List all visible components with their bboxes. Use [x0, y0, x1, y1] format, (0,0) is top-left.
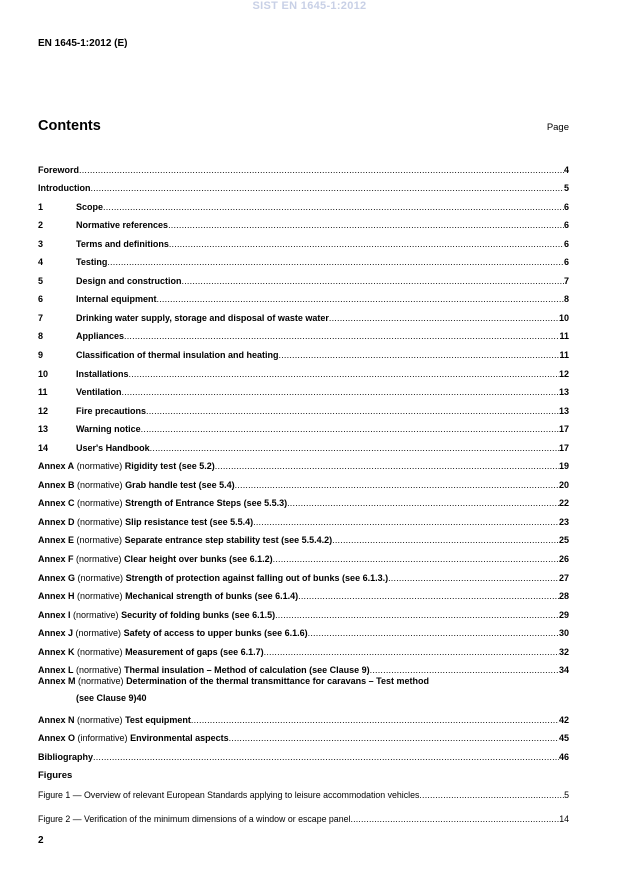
- dot-leader: [273, 554, 559, 564]
- toc-entry[interactable]: [38, 323, 569, 342]
- toc-entry[interactable]: [38, 193, 569, 212]
- toc-entry[interactable]: [38, 341, 569, 360]
- annex-title: Separate entrance step stability test (see 5.5.4.2): [124, 535, 333, 546]
- entry-title: Internal equipment: [76, 294, 157, 305]
- clause-number: 3: [38, 238, 44, 249]
- annex-label: Annex H: [38, 591, 75, 602]
- annex-title: (see Clause 9): [76, 693, 137, 704]
- clause-number: 6: [38, 294, 44, 305]
- clause-number: 12: [38, 405, 49, 416]
- toc-entry[interactable]: [38, 397, 569, 416]
- page-number: 2: [38, 835, 44, 846]
- toc-entry[interactable]: [38, 230, 569, 249]
- annex-category: (informative): [77, 733, 128, 744]
- annex-entry[interactable]: [38, 453, 569, 472]
- toc-entry[interactable]: [38, 156, 569, 175]
- annex-heading: [38, 461, 215, 471]
- entry-title: Foreword: [38, 164, 80, 175]
- dot-leader: [169, 239, 564, 249]
- annex-category: (normative): [76, 535, 123, 546]
- annex-label: Annex L: [38, 665, 74, 676]
- dot-leader: [350, 814, 559, 824]
- entry-title: Terms and definitions: [76, 238, 169, 249]
- annex-heading: [38, 665, 370, 675]
- entry-page: 11: [559, 350, 569, 361]
- dot-leader: [129, 369, 559, 379]
- entry-title: Bibliography: [38, 751, 94, 762]
- toc-entry[interactable]: [38, 175, 569, 194]
- annex-category: (normative): [77, 479, 123, 490]
- entry-title: Fire precautions: [76, 405, 147, 416]
- annex-entry[interactable]: [38, 508, 569, 527]
- toc-entry[interactable]: [38, 304, 569, 323]
- annex-label: Annex N: [38, 714, 75, 725]
- annex-title: Safety of access to upper bunks (see 6.1.6): [123, 628, 308, 639]
- annex-heading: [38, 591, 298, 601]
- table-of-contents: [38, 156, 569, 762]
- dot-leader: [370, 665, 559, 675]
- entry-page: 13: [558, 387, 569, 398]
- annex-label: Annex C: [38, 498, 75, 509]
- annex-title-continuation: [38, 689, 569, 703]
- dot-leader: [235, 480, 559, 490]
- entry-page: 23: [558, 516, 569, 527]
- entry-title: Installations: [76, 368, 129, 379]
- entry-page: 12: [558, 368, 569, 379]
- entry-page: 32: [558, 646, 569, 657]
- toc-entry[interactable]: [38, 212, 569, 231]
- entry-title: Normative references: [76, 220, 169, 231]
- entry-page: 8: [563, 294, 569, 305]
- entry-title: Warning notice: [76, 424, 141, 435]
- annex-label: Annex K: [38, 646, 75, 657]
- clause-number: 5: [38, 275, 44, 286]
- annex-category: (normative): [77, 516, 123, 527]
- figure-page: 5: [564, 790, 569, 800]
- annex-label: Annex I: [38, 609, 71, 620]
- annex-title: Rigidity test (see 5.2): [124, 461, 215, 472]
- dot-leader: [419, 790, 564, 800]
- annex-title: Slip resistance test (see 5.5.4): [125, 516, 254, 527]
- entry-title: Classification of thermal insulation and heating: [76, 350, 279, 361]
- entry-page: 45: [558, 733, 569, 744]
- dot-leader: [103, 202, 564, 212]
- annex-entry[interactable]: [38, 564, 569, 583]
- bibliography-entry[interactable]: [38, 743, 569, 762]
- annex-title: Security of folding bunks (see 6.1.5): [121, 609, 276, 620]
- dot-leader: [141, 424, 559, 434]
- entry-title: Testing: [76, 257, 108, 268]
- dot-leader: [168, 220, 564, 230]
- annex-label: Annex M: [38, 676, 76, 687]
- annex-entry[interactable]: [38, 527, 569, 546]
- annex-heading: [38, 480, 235, 490]
- annex-entry[interactable]: [38, 471, 569, 490]
- annex-heading: [38, 498, 287, 508]
- entry-page: 34: [558, 665, 569, 676]
- dot-leader: [308, 628, 559, 638]
- contents-title: Contents: [38, 118, 101, 134]
- annex-title: Thermal insulation – Method of calculation (see Clause 9): [124, 665, 370, 676]
- entry-page: 27: [558, 572, 569, 583]
- entry-title: Design and construction: [76, 275, 182, 286]
- entry-page: 19: [558, 461, 569, 472]
- annex-category: (normative): [77, 646, 123, 657]
- annex-title: Mechanical strength of bunks (see 6.1.4): [125, 591, 299, 602]
- annex-title: Measurement of gaps (see 6.1.7): [125, 646, 264, 657]
- entry-page: 17: [558, 424, 569, 435]
- figure-title: Figure 2 — Verification of the minimum dimensions of a window or escape panel: [38, 814, 351, 824]
- annex-category: (normative): [75, 628, 122, 639]
- annex-heading: [38, 573, 388, 583]
- entry-page: 40: [136, 693, 147, 704]
- figures-heading: Figures: [38, 770, 73, 781]
- annex-entry[interactable]: [38, 638, 569, 657]
- entry-title: Drinking water supply, storage and disposal of waste water: [76, 312, 329, 323]
- entry-title: Introduction: [38, 183, 91, 194]
- annex-entry[interactable]: [38, 676, 569, 703]
- dot-leader: [279, 350, 560, 360]
- toc-entry[interactable]: [38, 416, 569, 435]
- annex-heading: [38, 628, 308, 638]
- dot-leader: [275, 610, 559, 620]
- dot-leader: [122, 387, 559, 397]
- clause-number: 1: [38, 201, 44, 212]
- dot-leader: [150, 443, 559, 453]
- clause-number: 14: [38, 442, 49, 453]
- clause-number: 10: [38, 368, 49, 379]
- dot-leader: [124, 331, 559, 341]
- watermark: SIST EN 1645-1:2012: [252, 0, 367, 12]
- clause-number: 11: [38, 387, 48, 398]
- entry-page: 29: [558, 609, 569, 620]
- entry-page: 7: [563, 275, 569, 286]
- dot-leader: [264, 647, 559, 657]
- annex-label: Annex G: [38, 572, 76, 583]
- page-column-label: Page: [546, 122, 569, 133]
- entry-page: 13: [558, 405, 569, 416]
- entry-page: 26: [558, 554, 569, 565]
- annex-title: Clear height over bunks (see 6.1.2): [124, 554, 273, 565]
- annex-entry[interactable]: [38, 620, 569, 639]
- annex-category: (normative): [78, 676, 124, 687]
- figure-title: Figure 1 — Overview of relevant European Standards applying to leisure accommodation vehicles: [38, 790, 420, 800]
- entry-title: Ventilation: [76, 387, 122, 398]
- annex-entry[interactable]: [38, 601, 569, 620]
- toc-entry[interactable]: [38, 434, 569, 453]
- dot-leader: [93, 752, 559, 762]
- dot-leader: [215, 461, 559, 471]
- dot-leader: [287, 498, 559, 508]
- dot-leader: [107, 257, 564, 267]
- figure-page: 14: [559, 814, 569, 824]
- entry-title: User's Handbook: [76, 442, 150, 453]
- clause-number: 7: [38, 312, 44, 323]
- dot-leader: [229, 733, 559, 743]
- toc-entry[interactable]: [38, 286, 569, 305]
- clause-number: 13: [38, 424, 49, 435]
- annex-entry[interactable]: [38, 725, 569, 744]
- clause-number: 8: [38, 331, 44, 342]
- entry-page: 28: [558, 591, 569, 602]
- annex-category: (normative): [77, 591, 123, 602]
- toc-entry[interactable]: [38, 267, 569, 286]
- annex-label: Annex D: [38, 516, 75, 527]
- annex-heading: [38, 610, 275, 620]
- annex-category: (normative): [77, 714, 123, 725]
- annex-entry[interactable]: [38, 706, 569, 725]
- dot-leader: [388, 573, 559, 583]
- dot-leader: [329, 313, 559, 323]
- entry-page: 6: [563, 257, 569, 268]
- entry-page: 22: [558, 498, 569, 509]
- annex-label: Annex F: [38, 554, 74, 565]
- annex-label: Annex J: [38, 628, 74, 639]
- entry-page: 25: [558, 535, 569, 546]
- clause-number: 4: [38, 257, 44, 268]
- annex-category: (normative): [77, 572, 124, 583]
- clause-number: 2: [38, 220, 44, 231]
- annex-entry[interactable]: [38, 545, 569, 564]
- entry-page: 20: [558, 479, 569, 490]
- annex-category: (normative): [76, 554, 122, 565]
- annex-heading: [38, 535, 332, 545]
- entry-page: 6: [563, 220, 569, 231]
- annex-heading: [38, 517, 253, 527]
- dot-leader: [332, 535, 559, 545]
- annex-category: (normative): [76, 665, 122, 676]
- entry-page: 6: [563, 201, 569, 212]
- entry-page: 11: [559, 331, 569, 342]
- entry-page: 30: [558, 628, 569, 639]
- dot-leader: [298, 591, 559, 601]
- annex-title: Environmental aspects: [130, 733, 229, 744]
- annex-category: (normative): [77, 498, 123, 509]
- toc-entry[interactable]: [38, 249, 569, 268]
- clause-number: 9: [38, 350, 44, 361]
- annex-title: Strength of protection against falling out of bunks (see 6.1.3.): [125, 572, 389, 583]
- annex-category: (normative): [76, 461, 123, 472]
- annex-title: Determination of the thermal transmittance for caravans – Test method: [126, 676, 429, 687]
- annex-heading: [38, 554, 273, 564]
- dot-leader: [157, 294, 564, 304]
- annex-entry[interactable]: [38, 583, 569, 602]
- annex-entry[interactable]: [38, 490, 569, 509]
- entry-page: 4: [563, 164, 569, 175]
- entry-page: 42: [558, 714, 569, 725]
- dot-leader: [182, 276, 564, 286]
- dot-leader: [191, 715, 559, 725]
- toc-entry[interactable]: [38, 360, 569, 379]
- annex-heading: [38, 733, 229, 743]
- figure-entry[interactable]: [38, 790, 569, 800]
- annex-heading: [38, 676, 569, 689]
- dot-leader: [91, 183, 564, 193]
- entry-page: 10: [558, 312, 569, 323]
- annex-title: Grab handle test (see 5.4): [125, 479, 235, 490]
- annex-title: Test equipment: [125, 714, 191, 725]
- dot-leader: [253, 517, 559, 527]
- annex-heading: [38, 647, 264, 657]
- entry-page: 5: [563, 183, 569, 194]
- annex-label: Annex A: [38, 461, 75, 472]
- annex-label: Annex E: [38, 535, 75, 546]
- document-id: EN 1645-1:2012 (E): [38, 38, 128, 49]
- annex-heading: [38, 715, 191, 725]
- annex-category: (normative): [73, 609, 119, 620]
- figure-entry[interactable]: [38, 814, 569, 824]
- entry-page: 46: [558, 751, 569, 762]
- annex-label: Annex B: [38, 479, 75, 490]
- annex-entry[interactable]: [38, 657, 569, 676]
- annex-title: Strength of Entrance Steps (see 5.5.3): [125, 498, 288, 509]
- entry-title: Appliances: [76, 331, 125, 342]
- annex-label: Annex O: [38, 733, 76, 744]
- entry-title: Scope: [76, 201, 104, 212]
- dot-leader: [146, 406, 559, 416]
- entry-page: 17: [558, 442, 569, 453]
- dot-leader: [79, 165, 564, 175]
- entry-page: 6: [563, 238, 569, 249]
- toc-entry[interactable]: [38, 379, 569, 398]
